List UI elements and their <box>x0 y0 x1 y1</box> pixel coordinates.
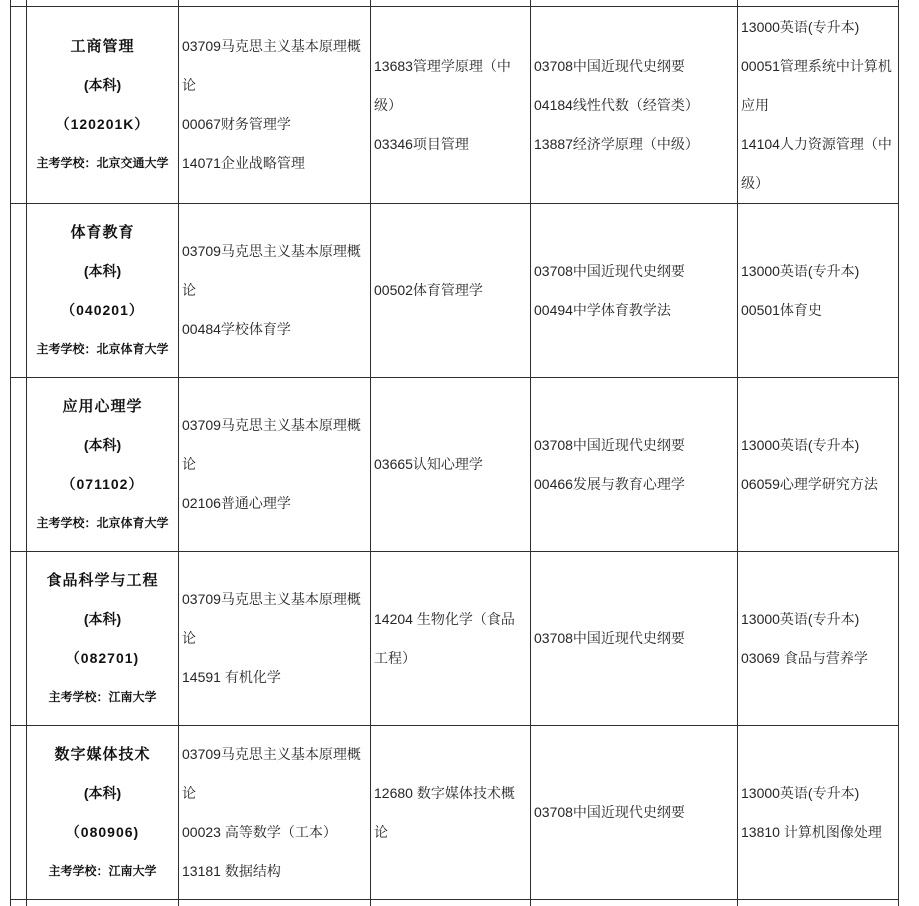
course-line: 14071企业战略管理 <box>182 155 305 171</box>
course-cell-group1 <box>179 726 371 900</box>
spacer-cell <box>11 900 27 906</box>
course-cell-group4 <box>738 7 899 204</box>
program-cell <box>27 378 179 552</box>
course-line: 13683管理学原理（中级） <box>374 57 511 113</box>
course-line: 13000英语(专升本) <box>741 436 860 453</box>
course-cell <box>179 900 371 906</box>
spacer-cell <box>11 7 27 204</box>
course-cell-group1 <box>179 552 371 726</box>
program-school: 主考学校：北京体育大学 <box>36 341 169 356</box>
course-line: 03709马克思主义基本原理概论 <box>182 38 361 93</box>
spacer-cell <box>11 552 27 726</box>
course-cell-group2 <box>371 552 531 726</box>
course-line: 00494中学体育教学法 <box>534 301 671 318</box>
program-name: 数字媒体技术 <box>54 745 151 763</box>
course-line: 04184线性代数（经管类） <box>534 96 699 113</box>
program-school: 主考学校：北京交通大学 <box>36 156 169 170</box>
program-level: (本科) <box>83 784 122 801</box>
course-line: 00502体育管理学 <box>374 282 483 298</box>
program-level: (本科) <box>83 262 122 279</box>
program-row <box>11 204 899 378</box>
course-cell-group1 <box>179 378 371 552</box>
program-row <box>11 552 899 726</box>
programs-table-body <box>11 7 899 900</box>
course-cell-group4 <box>738 552 899 726</box>
program-row <box>11 7 899 204</box>
course-line: 03708中国近现代史纲要 <box>534 262 685 279</box>
course-cell-group2 <box>371 7 531 204</box>
program-school: 主考学校：江南大学 <box>48 863 157 878</box>
course-line: 14104人力资源管理（中级） <box>741 135 892 191</box>
program-cell <box>27 7 179 204</box>
program-cell <box>27 900 179 906</box>
course-line: 03346项目管理 <box>374 135 469 152</box>
program-name: 体育教育 <box>70 223 135 241</box>
program-school: 主考学校：北京体育大学 <box>36 515 169 530</box>
course-line: 03709马克思主义基本原理概论 <box>182 417 361 472</box>
course-cell-group3 <box>531 7 738 204</box>
program-cell <box>27 552 179 726</box>
program-level: (本科) <box>83 610 122 627</box>
course-cell-group3 <box>531 204 738 378</box>
program-school: 主考学校：江南大学 <box>48 689 157 704</box>
course-line: 02106普通心理学 <box>182 495 291 511</box>
course-line: 03708中国近现代史纲要 <box>534 804 685 820</box>
course-line: 14204 生物化学（食品工程） <box>374 610 515 666</box>
course-line: 06059心理学研究方法 <box>741 475 878 492</box>
course-line: 00023 高等数学（工本） <box>182 823 337 840</box>
program-row <box>11 378 899 552</box>
course-cell-group1 <box>179 204 371 378</box>
course-cell <box>371 900 531 906</box>
course-line: 13000英语(专升本) <box>741 784 860 801</box>
course-line: 03665认知心理学 <box>374 456 483 472</box>
program-name: 应用心理学 <box>62 397 143 415</box>
spacer-cell <box>11 204 27 378</box>
program-code: （071102） <box>61 475 144 492</box>
course-line: 13810 计算机图像处理 <box>741 823 882 840</box>
exam-course-table <box>10 0 899 906</box>
spacer-cell <box>11 726 27 900</box>
course-line: 03709马克思主义基本原理概论 <box>182 591 361 646</box>
course-line: 00051管理系统中计算机应用 <box>741 57 892 113</box>
course-line: 13887经济学原理（中级） <box>534 135 699 152</box>
course-line: 03709马克思主义基本原理概论 <box>182 745 361 801</box>
course-line: 14591 有机化学 <box>182 669 281 685</box>
program-level: (本科) <box>83 436 122 453</box>
program-row <box>11 726 899 900</box>
course-cell-group4 <box>738 378 899 552</box>
course-line: 12680 数字媒体技术概论 <box>374 784 515 840</box>
spacer-cell <box>11 378 27 552</box>
program-code: （040201） <box>61 301 144 318</box>
course-cell-group2 <box>371 726 531 900</box>
program-cell <box>27 204 179 378</box>
course-line: 03069 食品与营养学 <box>741 649 868 666</box>
course-line: 00484学校体育学 <box>182 321 291 337</box>
program-name: 工商管理 <box>70 38 135 55</box>
course-line: 13000英语(专升本) <box>741 18 860 35</box>
course-cell-group3 <box>531 378 738 552</box>
course-line: 03708中国近现代史纲要 <box>534 436 685 453</box>
course-line: 13000英语(专升本) <box>741 610 860 627</box>
course-cell-group1 <box>179 7 371 204</box>
program-cell <box>27 726 179 900</box>
course-cell-group2 <box>371 378 531 552</box>
course-cell-group3 <box>531 552 738 726</box>
cut-off-row-bottom <box>11 900 899 906</box>
course-line: 03708中国近现代史纲要 <box>534 57 685 74</box>
course-line: 00501体育史 <box>741 301 822 318</box>
program-name: 食品科学与工程 <box>46 571 159 589</box>
course-cell-group4 <box>738 726 899 900</box>
course-line: 00466发展与教育心理学 <box>534 475 685 492</box>
course-cell-group3 <box>531 726 738 900</box>
course-cell-group2 <box>371 204 531 378</box>
program-code: （120201K） <box>55 116 150 132</box>
table-row <box>11 900 899 906</box>
program-level: (本科) <box>83 77 122 93</box>
course-cell <box>738 900 899 906</box>
course-line: 00067财务管理学 <box>182 116 291 132</box>
course-line: 13000英语(专升本) <box>741 262 860 279</box>
course-line: 03709马克思主义基本原理概论 <box>182 243 361 298</box>
course-cell-group4 <box>738 204 899 378</box>
course-line: 13181 数据结构 <box>182 862 281 879</box>
course-cell <box>531 900 738 906</box>
program-code: （082701) <box>65 649 140 666</box>
course-line: 03708中国近现代史纲要 <box>534 630 685 646</box>
program-code: （080906) <box>65 823 140 840</box>
